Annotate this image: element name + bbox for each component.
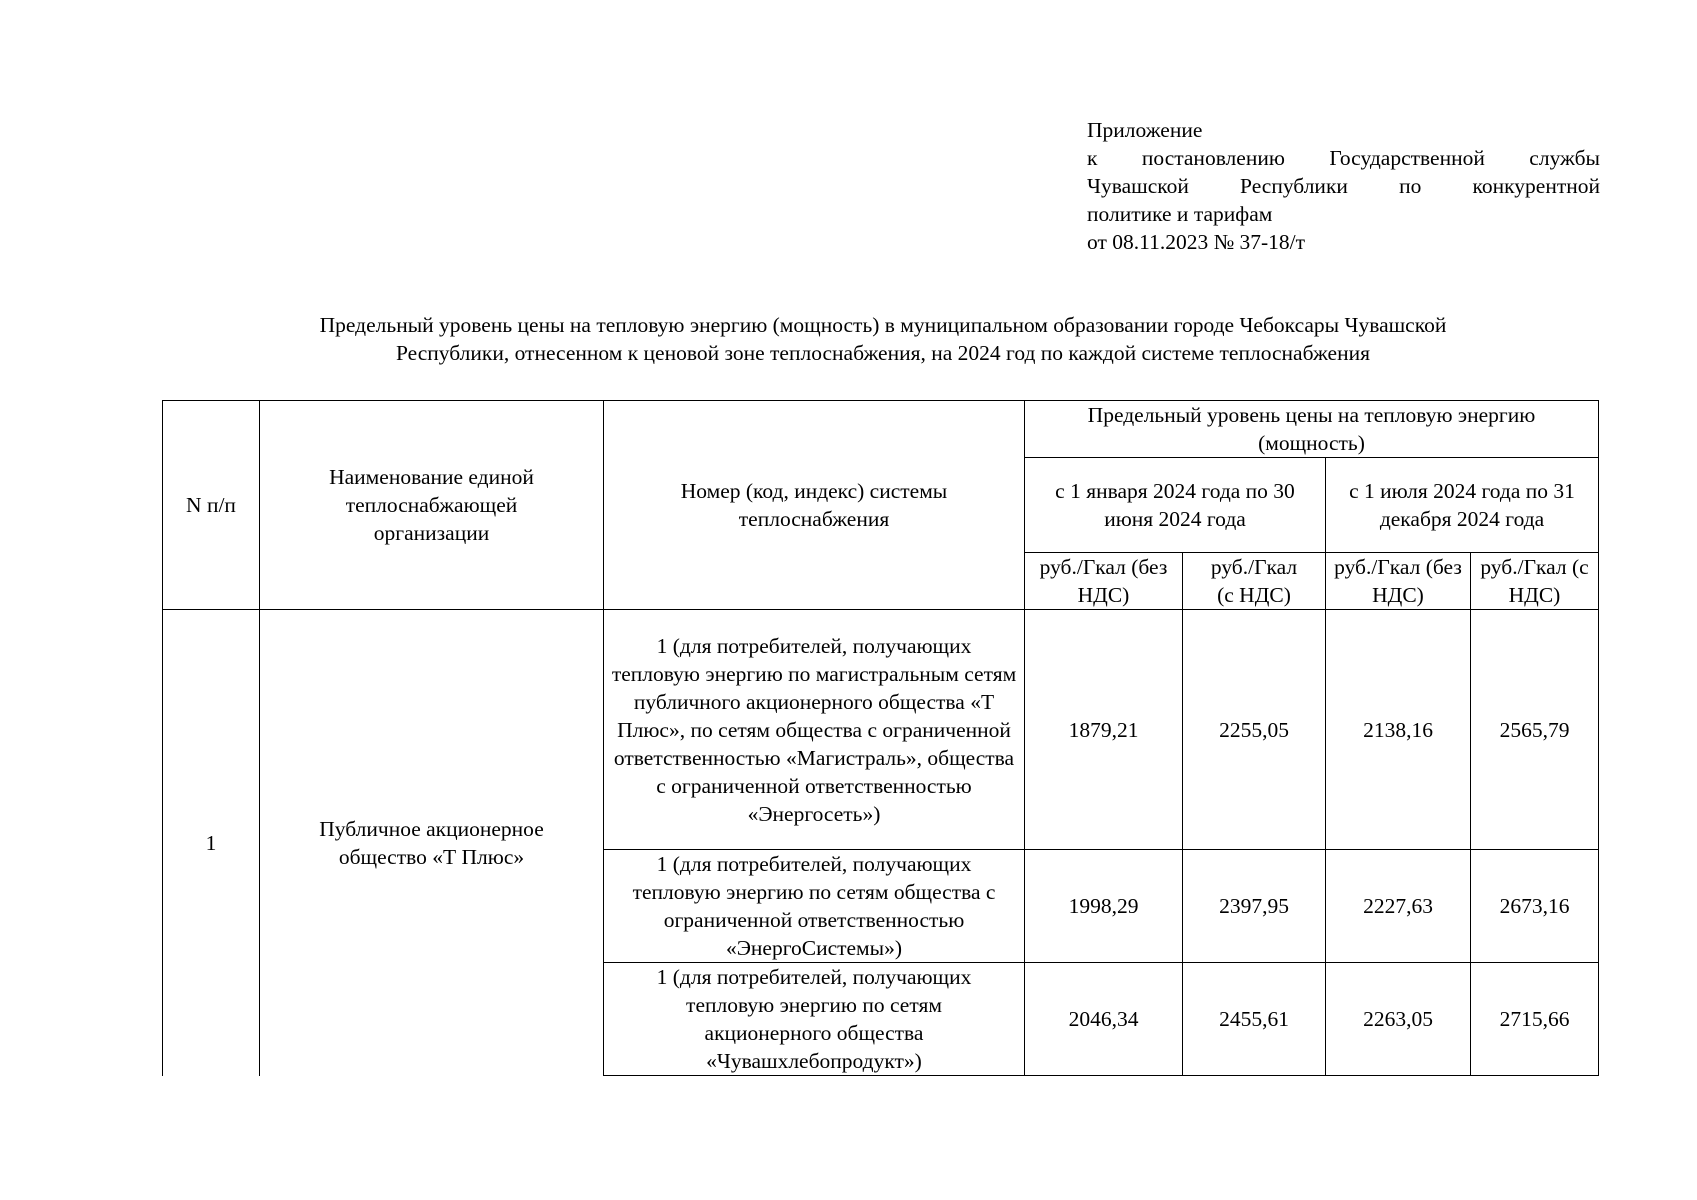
- price-cell: 2227,63: [1326, 850, 1471, 963]
- header-price-group-text: Предельный уровень цены на тепловую энергию (мощность): [1087, 403, 1536, 455]
- header-org-text: Наименование единой теплоснабжающей организации: [329, 465, 534, 545]
- system-cell: [604, 850, 1025, 963]
- appendix-line-1: Приложение: [1087, 118, 1203, 142]
- header-unit-p1-no-vat: [1025, 553, 1183, 610]
- org-name-cell: [260, 610, 604, 1076]
- price-cell: 2673,16: [1471, 850, 1599, 963]
- header-num: N п/п: [163, 401, 260, 610]
- price-cell: 2046,34: [1025, 963, 1183, 1076]
- title-line-2: Республики, отнесенном к ценовой зоне теплоснабжения, на 2024 год по каждой системе теплоснабжения: [395, 341, 1371, 365]
- document-title: [163, 311, 1603, 367]
- price-cell: 2565,79: [1471, 610, 1599, 850]
- header-system-text: Номер (код, индекс) системы теплоснабжения: [680, 479, 948, 531]
- price-cell: 1879,21: [1025, 610, 1183, 850]
- appendix-block: [1087, 116, 1600, 256]
- appendix-line-4: политике и тарифам: [1087, 202, 1273, 226]
- price-table: [162, 400, 1599, 1076]
- price-cell: 2715,66: [1471, 963, 1599, 1076]
- table-row: [163, 610, 1599, 850]
- price-cell: 2138,16: [1326, 610, 1471, 850]
- header-period-2-text: с 1 июля 2024 года по 31 декабря 2024 года: [1349, 479, 1575, 531]
- price-cell: 2397,95: [1183, 850, 1326, 963]
- org-name-text: Публичное акционерное общество «Т Плюс»: [319, 816, 544, 869]
- unit-text: руб./Гкал (без НДС): [1334, 555, 1462, 607]
- header-period-1-text: с 1 января 2024 года по 30 июня 2024 года: [1055, 479, 1295, 531]
- system-text: 1 (для потребителей, получающих тепловую энергию по сетям общества с ограниченной ответственностью «ЭнергоСистемы»): [632, 852, 996, 960]
- system-cell: [604, 610, 1025, 850]
- header-period-2: [1326, 458, 1599, 553]
- header-period-1: [1025, 458, 1326, 553]
- title-line-1: Предельный уровень цены на тепловую энергию (мощность) в муниципальном образовании городе Чебоксары Чувашской: [319, 313, 1447, 337]
- header-org: [260, 401, 604, 610]
- appendix-line-5: от 08.11.2023 № 37-18/т: [1087, 230, 1305, 254]
- unit-text: руб./Гкал (с НДС): [1210, 555, 1298, 607]
- price-cell: 1998,29: [1025, 850, 1183, 963]
- header-price-group: [1025, 401, 1599, 458]
- row-number: 1: [163, 610, 260, 1076]
- header-system: [604, 401, 1025, 610]
- system-text: 1 (для потребителей, получающих тепловую энергию по магистральным сетям публичного акционерного общества «Т Плюс», по сетям общества с ограниченной ответственностью «Магистраль», общества с ограниченной ответственностью «Энергосеть»): [611, 633, 1017, 826]
- price-cell: 2455,61: [1183, 963, 1326, 1076]
- system-text: 1 (для потребителей, получающих тепловую энергию по сетям акционерного общества «Чувашхлебопродукт»): [656, 965, 972, 1073]
- price-cell: 2263,05: [1326, 963, 1471, 1076]
- appendix-line-3: Чувашской Республики по конкурентной: [1087, 174, 1600, 198]
- header-unit-p2-vat: [1471, 553, 1599, 610]
- system-cell: [604, 963, 1025, 1076]
- header-unit-p2-no-vat: [1326, 553, 1471, 610]
- price-cell: 2255,05: [1183, 610, 1326, 850]
- unit-text: руб./Гкал (с НДС): [1480, 555, 1589, 607]
- header-unit-p1-vat: [1183, 553, 1326, 610]
- appendix-line-2: к постановлению Государственной службы: [1087, 146, 1600, 170]
- unit-text: руб./Гкал (без НДС): [1039, 555, 1168, 607]
